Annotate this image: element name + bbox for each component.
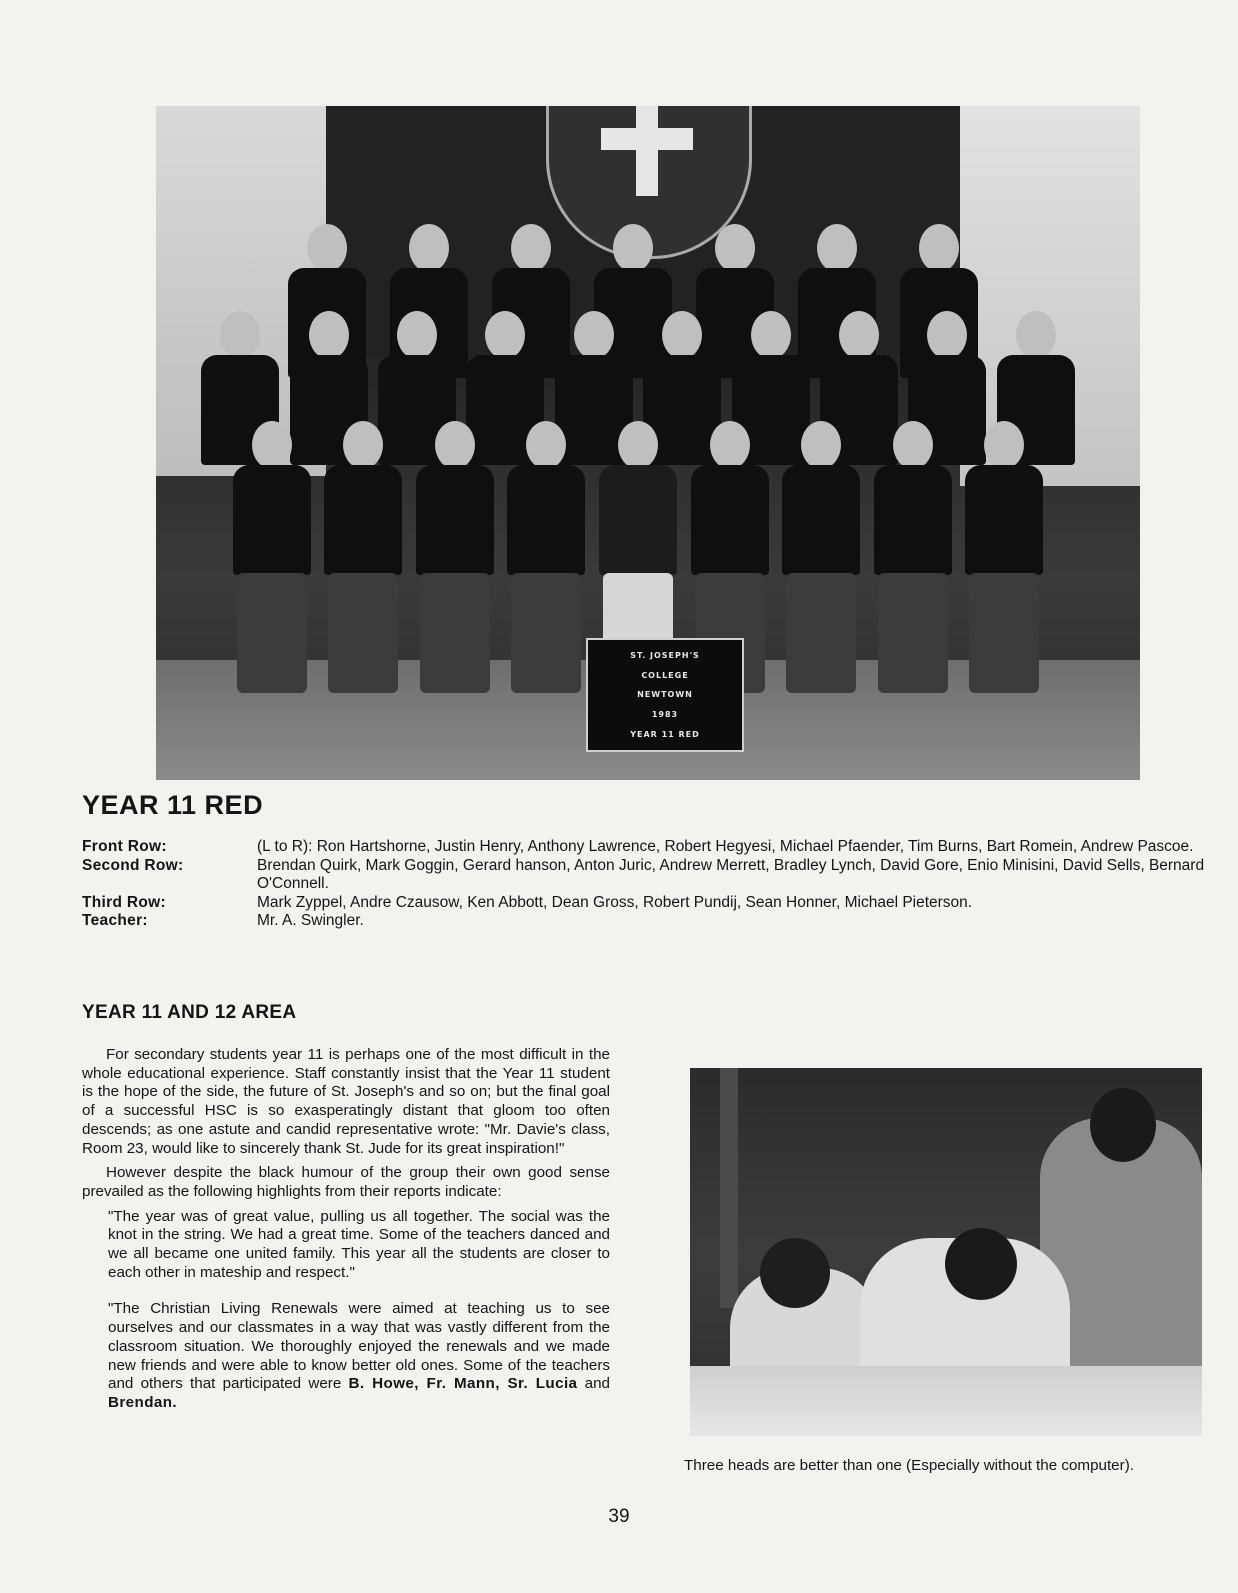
student-figure xyxy=(416,421,494,693)
student-head xyxy=(760,1238,830,1308)
student-figure xyxy=(782,421,860,693)
sign-line: 1983 xyxy=(651,710,679,720)
sign-line: YEAR 11 RED xyxy=(630,729,700,739)
student-figure xyxy=(874,421,952,693)
section-title: YEAR 11 AND 12 AREA xyxy=(82,1002,297,1023)
student-figure xyxy=(233,421,311,693)
article-quote: "The year was of great value, pulling us all together. The social was the knot in the string. We had a great time. Some of the teachers danced and we all became one united family. This year all the students are closer to each other in mateship and respect." xyxy=(108,1207,610,1281)
sign-line: COLLEGE xyxy=(641,670,689,680)
roster-names: Mark Zyppel, Andre Czausow, Ken Abbott, Dean Gross, Robert Pundij, Sean Honner, Michael Pieterson. xyxy=(257,893,973,911)
article-quote xyxy=(108,1300,610,1412)
desk xyxy=(690,1366,1202,1436)
crest-cross-vertical xyxy=(636,106,658,196)
roster-names: Brendan Quirk, Mark Goggin, Gerard hanson, Anton Juric, Andrew Merrett, Bradley Lynch, David Gore, Enio Minisini, David Sells, Bernard O'Connell. xyxy=(257,856,1205,892)
student-figure xyxy=(507,421,585,693)
roster-label: Front Row: xyxy=(82,838,167,855)
student-head xyxy=(1090,1088,1156,1162)
article-body xyxy=(82,1046,610,1413)
students-study-photo xyxy=(690,1068,1202,1436)
sign-line: ST. JOSEPH'S xyxy=(630,651,700,661)
student-figure xyxy=(965,421,1043,693)
roster-row xyxy=(82,912,1212,931)
class-roster xyxy=(82,838,1212,931)
quote-names: B. Howe, Fr. Mann, Sr. Lucia xyxy=(348,1375,578,1393)
roster-row xyxy=(82,857,1212,894)
page-number: 39 xyxy=(608,1506,630,1527)
roster-label: Second Row: xyxy=(82,856,184,874)
student-head xyxy=(945,1228,1017,1300)
roster-row xyxy=(82,894,1212,913)
crest-cross-horizontal xyxy=(601,128,693,150)
photo-caption: Three heads are better than one (Especially without the computer). xyxy=(684,1457,1134,1474)
quote-conjunction: and xyxy=(577,1375,610,1393)
roster-row xyxy=(82,838,1212,857)
article-paragraph: For secondary students year 11 is perhaps one of the most difficult in the whole educational experience. Staff constantly insist that the Year 11 student is the hope of the side, the future of St. Joseph's and so on; but the final goal of a successful HSC is so exasperatingly distant that gloom too often descends; as one astute and candid representative wrote: "Mr. Davie's class, Room 23, would like to sincerely thank St. Jude for its great inspiration!" xyxy=(82,1046,610,1157)
student-figure xyxy=(324,421,402,693)
roster-names: Mr. A. Swingler. xyxy=(257,912,364,929)
roster-label: Third Row: xyxy=(82,893,166,911)
article-paragraph: However despite the black humour of the group their own good sense prevailed as the following highlights from their reports indicate: xyxy=(82,1164,610,1200)
sign-line: NEWTOWN xyxy=(637,690,693,700)
roster-names: (L to R): Ron Hartshorne, Justin Henry, Anthony Lawrence, Robert Hegyesi, Michael Pfaender, Tim Burns, Bart Romein, Andrew Pascoe. xyxy=(257,838,1194,855)
quote-text: "The Christian Living Renewals were aimed at teaching us to see ourselves and our classmates in a way that was vastly different from the classroom situation. We thoroughly enjoyed the renewals and we made new friends and were able to know better old ones. Some of the teachers and others that participated were xyxy=(108,1300,610,1393)
photo-pipe xyxy=(720,1068,738,1308)
roster-label: Teacher: xyxy=(82,912,148,929)
class-sign-board xyxy=(586,638,744,752)
class-title: YEAR 11 RED xyxy=(82,790,264,820)
quote-name-last: Brendan. xyxy=(108,1393,178,1411)
